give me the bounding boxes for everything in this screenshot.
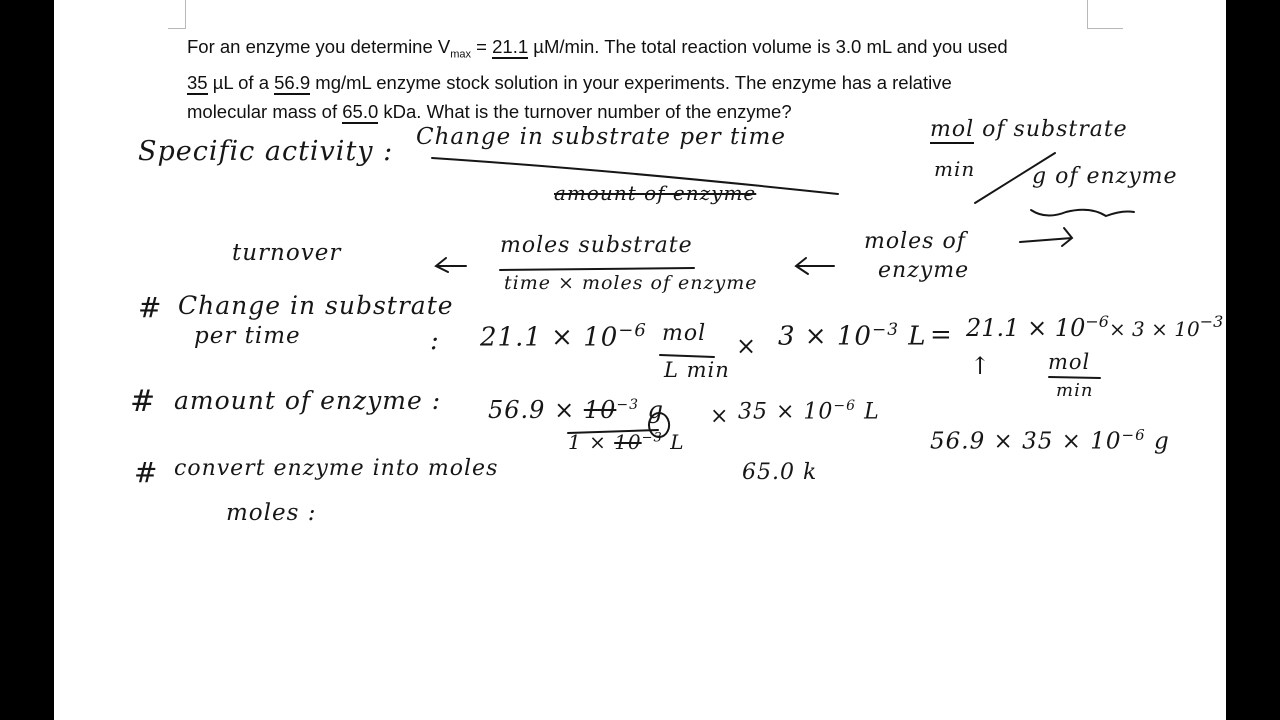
mass-value: 65.0 [342, 100, 379, 122]
units-g-enzyme: g of enzyme [1032, 164, 1178, 189]
convert-enzyme-moles: convert enzyme into moles [174, 456, 499, 481]
text: 65.0 [742, 460, 795, 485]
exponent: −3 [871, 320, 900, 340]
unit: k [802, 460, 818, 485]
amount-of-enzyme: amount of enzyme : [174, 386, 442, 415]
result-rate [966, 312, 1223, 342]
exponent: −6 [1085, 312, 1109, 331]
text: 21.1 × 10 [480, 322, 619, 353]
rate-unit-den: L min [664, 358, 730, 382]
text: 56.9 × [488, 396, 584, 424]
change-in-substrate: Change in substrate [178, 291, 454, 320]
text: × 3 × 10 [1108, 317, 1200, 341]
turnover-label: turnover [232, 240, 342, 266]
text: µL of a [207, 72, 275, 94]
arrow-left [796, 258, 834, 274]
exponent: −3 [1199, 312, 1224, 331]
rate-unit-num: mol [662, 321, 707, 346]
fraction-bar [660, 355, 714, 357]
text: 3 × 10 [778, 321, 872, 352]
sa-denominator: amount of enzyme [554, 181, 757, 205]
struck-text: 10 [614, 430, 642, 454]
vmax-value: 21.1 [492, 36, 529, 57]
exponent: −3 [616, 397, 639, 413]
text: µM/min. The total reaction volume is 3.0 mL and you used [528, 36, 1008, 57]
volume-value [778, 320, 927, 352]
equals: = [930, 320, 953, 350]
up-arrow: ↑ [970, 352, 992, 380]
text: 1 × [568, 430, 615, 454]
exponent: −3 [641, 430, 663, 446]
enzyme-mass [930, 426, 1170, 455]
struck-text: 10 [583, 396, 617, 424]
per-time: per time [194, 323, 301, 349]
document-page [54, 0, 1226, 720]
colon-1: : [430, 326, 440, 356]
text: = [471, 36, 493, 57]
text: For an enzyme you determine V [187, 36, 451, 57]
aliquot-volume [738, 398, 880, 424]
moles-of-label: moles of [864, 229, 966, 254]
unit: L [864, 399, 880, 425]
times-1: × [736, 332, 758, 360]
unit: L [670, 430, 685, 454]
rate-value [480, 320, 647, 353]
text: 21.1 × 10 [966, 314, 1086, 342]
units-numerator [930, 117, 1128, 142]
exponent: −6 [1121, 426, 1146, 444]
text: molecular mass of [187, 100, 343, 122]
hash-3: # [134, 456, 159, 489]
unit: L [908, 321, 927, 352]
fraction-bar [500, 268, 694, 270]
exponent: −6 [833, 398, 857, 414]
unit: g [1153, 428, 1170, 455]
text: 35 × 10 [738, 399, 834, 425]
specific-activity-label: Specific activity : [138, 136, 394, 167]
enzyme-label: enzyme [878, 258, 970, 283]
times-2: × [710, 404, 730, 429]
result-unit-den: min [1056, 380, 1094, 401]
stock-numerator [488, 396, 664, 424]
moles-label: moles : [226, 500, 317, 526]
mol-unit: mol [930, 117, 975, 142]
hash-2: # [130, 384, 157, 419]
unit: g [647, 396, 665, 424]
arrow-left [436, 258, 466, 272]
sa-numerator: Change in substrate per time [416, 124, 786, 150]
units-min: min [934, 157, 976, 181]
moles-substrate: moles substrate [500, 233, 693, 258]
concentration-value: 56.9 [274, 72, 311, 94]
text: of substrate [982, 117, 1128, 142]
arrow-left [1020, 228, 1072, 246]
result-unit-num: mol [1048, 350, 1091, 374]
stock-denominator [568, 430, 684, 454]
volume-value: 35 [187, 72, 208, 94]
text: 56.9 × 35 × 10 [930, 428, 1122, 455]
molecular-weight [742, 460, 817, 485]
vmax-subscript: max [450, 48, 472, 61]
text: kDa. What is the turnover number of the enzyme? [378, 100, 792, 122]
hash-1: # [138, 291, 163, 324]
time-moles-enzyme: time × moles of enzyme [504, 272, 758, 294]
fraction-bar [1049, 377, 1100, 378]
text: mg/mL enzyme stock solution in your experiments. The enzyme has a relative [310, 72, 952, 94]
exponent: −6 [618, 320, 647, 341]
brace [1031, 210, 1134, 216]
